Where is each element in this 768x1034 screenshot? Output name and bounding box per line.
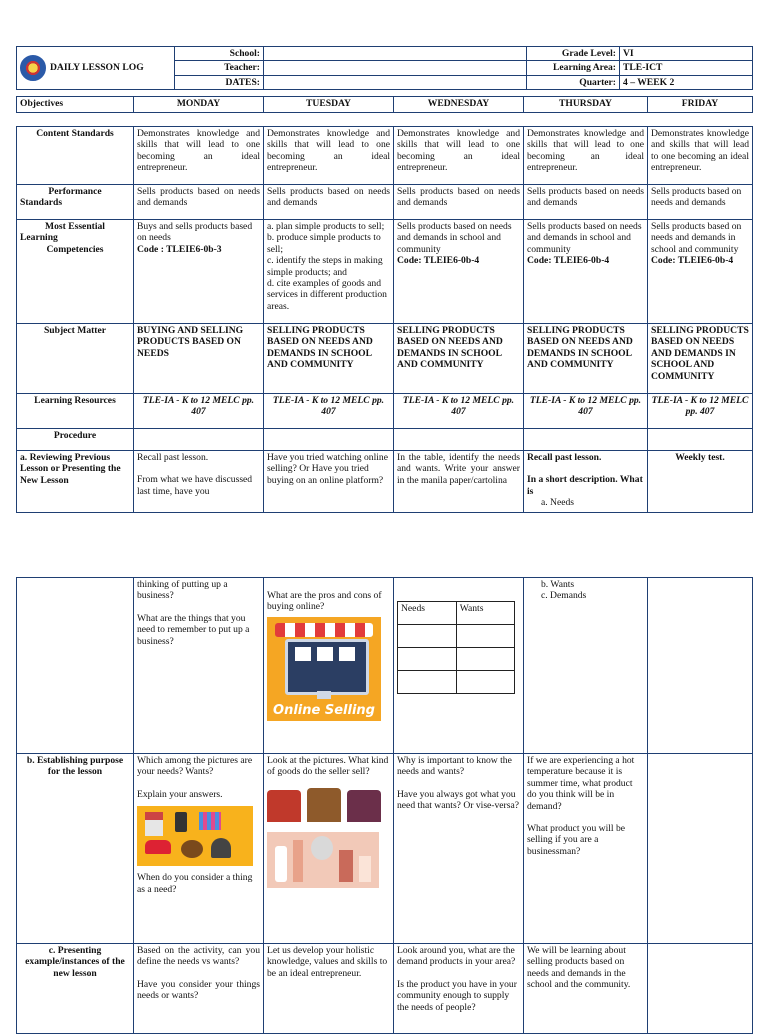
content-standards-tue: Demonstrates knowledge and skills that will lead to one becoming an ideal entrepreneur. xyxy=(264,127,394,185)
presenting-label: c. Presenting example/instances of the new lesson xyxy=(17,944,134,1034)
resources-mon: TLE-IA - K to 12 MELC pp. 407 xyxy=(134,394,264,429)
melc-tue: a. plan simple products to sell; b. produce simple products to sell; c. identify the steps in making simple products; and d. cite examples of goods and services in different production areas. xyxy=(264,220,394,324)
page-title: DAILY LESSON LOG xyxy=(50,62,144,74)
market-stalls-image xyxy=(267,786,383,826)
dates-value xyxy=(264,75,527,89)
resources-wed: TLE-IA - K to 12 MELC pp. 407 xyxy=(394,394,524,429)
lesson-table xyxy=(16,126,753,513)
online-selling-caption: Online Selling xyxy=(273,703,375,719)
subject-wed: SELLING PRODUCTS BASED ON NEEDS AND DEMANDS IN SCHOOL AND COMMUNITY xyxy=(394,324,524,394)
reviewing-mon: Recall past lesson. From what we have discussed last time, have you xyxy=(134,451,264,513)
performance-mon: Sells products based on needs and demands xyxy=(134,185,264,220)
presenting-mon: Based on the activity, can you define the needs vs wants? Have you consider your things needs or wants? xyxy=(134,944,264,1034)
melc-fri: Sells products based on needs and demands in school and community Code: TLEIE6-0b-4 xyxy=(648,220,753,324)
table-row xyxy=(17,324,753,394)
melc-label: Most Essential Learning Competencies xyxy=(17,220,134,324)
cont-mon: thinking of putting up a business? What are the things that you need to remember to put up a business? xyxy=(134,578,264,754)
area-value: TLE-ICT xyxy=(620,61,753,75)
presenting-tue: Let us develop your holistic knowledge, values and skills to be an ideal entrepreneur. xyxy=(264,944,394,1034)
performance-wed: Sells products based on needs and demands xyxy=(394,185,524,220)
header-table xyxy=(16,46,753,90)
table-row xyxy=(17,394,753,429)
cont-tue: What are the pros and cons of buying online? Online Selling xyxy=(264,578,394,754)
subject-matter-label: Subject Matter xyxy=(17,324,134,394)
reviewing-fri: Weekly test. xyxy=(648,451,753,513)
day-thursday: THURSDAY xyxy=(524,97,648,113)
area-label: Learning Area: xyxy=(527,61,620,75)
reviewing-tue: Have you tried watching online selling? Or Have you tried buying on an online platform? xyxy=(264,451,394,513)
content-standards-fri: Demonstrates knowledge and skills that will lead to one becoming an ideal entrepreneur. xyxy=(648,127,753,185)
content-standards-thu: Demonstrates knowledge and skills that will lead to one becoming an ideal entrepreneur. xyxy=(524,127,648,185)
day-monday: MONDAY xyxy=(134,97,264,113)
table-row xyxy=(17,185,753,220)
subject-thu: SELLING PRODUCTS BASED ON NEEDS AND DEMANDS IN SCHOOL AND COMMUNITY xyxy=(524,324,648,394)
performance-thu: Sells products based on needs and demands xyxy=(524,185,648,220)
days-table xyxy=(16,96,753,113)
resources-label: Learning Resources xyxy=(17,394,134,429)
resources-tue: TLE-IA - K to 12 MELC pp. 407 xyxy=(264,394,394,429)
needs-header: Needs xyxy=(398,602,457,625)
wants-header: Wants xyxy=(456,602,514,625)
deped-seal-icon xyxy=(20,55,46,81)
reviewing-thu: Recall past lesson. In a short description. What is a. Needs xyxy=(524,451,648,513)
day-friday: FRIDAY xyxy=(648,97,753,113)
table-row xyxy=(17,578,753,754)
performance-standards-label: Performance Standards xyxy=(17,185,134,220)
performance-tue: Sells products based on needs and demands xyxy=(264,185,394,220)
content-standards-mon: Demonstrates knowledge and skills that will lead to one becoming an ideal entrepreneur. xyxy=(134,127,264,185)
needs-wants-pictures xyxy=(137,806,253,866)
subject-fri: SELLING PRODUCTS BASED ON NEEDS AND DEMANDS IN SCHOOL AND COMMUNITY xyxy=(648,324,753,394)
resources-fri: TLE-IA - K to 12 MELC pp. 407 xyxy=(648,394,753,429)
lesson-table-page2 xyxy=(16,577,753,1034)
table-row xyxy=(17,754,753,944)
day-tuesday: TUESDAY xyxy=(264,97,394,113)
melc-thu: Sells products based on needs and demands in school and community Code: TLEIE6-0b-4 xyxy=(524,220,648,324)
grade-label: Grade Level: xyxy=(527,47,620,61)
days-row xyxy=(16,96,753,113)
establishing-mon: Which among the pictures are your needs? Wants? Explain your answers. When do you consider a thing as a need? xyxy=(134,754,264,944)
lesson-table-page1 xyxy=(16,126,753,513)
establishing-wed: Why is important to know the needs and wants? Have you always got what you need that wants? Or vise-versa? xyxy=(394,754,524,944)
cosmetics-image xyxy=(267,832,379,888)
subject-tue: SELLING PRODUCTS BASED ON NEEDS AND DEMANDS IN SCHOOL AND COMMUNITY xyxy=(264,324,394,394)
melc-wed: Sells products based on needs and demands in school and community Code: TLEIE6-0b-4 xyxy=(394,220,524,324)
content-standards-wed: Demonstrates knowledge and skills that will lead to one becoming an ideal entrepreneur. xyxy=(394,127,524,185)
grade-value: VI xyxy=(620,47,753,61)
presenting-wed: Look around you, what are the demand products in your area? Is the product you have in your community enough to supply the needs of people? xyxy=(394,944,524,1034)
establishing-label: b. Establishing purpose for the lesson xyxy=(17,754,134,944)
cont-thu: b. Wants c. Demands xyxy=(524,578,648,754)
table-row xyxy=(17,451,753,513)
table-row xyxy=(17,944,753,1034)
content-standards-label: Content Standards xyxy=(17,127,134,185)
reviewing-label: a. Reviewing Previous Lesson or Presenting the New Lesson xyxy=(17,451,134,513)
reviewing-wed: In the table, identify the needs and wants. Write your answer in the manila paper/cartolina xyxy=(394,451,524,513)
procedure-label: Procedure xyxy=(17,429,134,451)
performance-fri: Sells products based on needs and demands xyxy=(648,185,753,220)
establishing-tue: Look at the pictures. What kind of goods do the seller sell? xyxy=(264,754,394,944)
resources-thu: TLE-IA - K to 12 MELC pp. 407 xyxy=(524,394,648,429)
needs-wants-table xyxy=(397,601,515,694)
school-value xyxy=(264,47,527,61)
quarter-label: Quarter: xyxy=(527,75,620,89)
dates-label: DATES: xyxy=(175,75,264,89)
lesson-table-continued xyxy=(16,577,753,1034)
header-block xyxy=(16,46,753,90)
table-row xyxy=(17,220,753,324)
teacher-label: Teacher: xyxy=(175,61,264,75)
title-cell xyxy=(17,47,175,90)
subject-mon: BUYING AND SELLING PRODUCTS BASED ON NEEDS xyxy=(134,324,264,394)
day-wednesday: WEDNESDAY xyxy=(394,97,524,113)
table-row xyxy=(17,127,753,185)
table-row xyxy=(17,429,753,451)
objectives-heading: Objectives xyxy=(17,97,134,113)
presenting-thu: We will be learning about selling products based on needs and demands in the school and the community. xyxy=(524,944,648,1034)
teacher-value xyxy=(264,61,527,75)
quarter-value: 4 – WEEK 2 xyxy=(620,75,753,89)
cont-wed xyxy=(394,578,524,754)
online-selling-image xyxy=(267,617,381,721)
melc-mon: Buys and sells products based on needs Code : TLEIE6-0b-3 xyxy=(134,220,264,324)
establishing-thu: If we are experiencing a hot temperature because it is summer time, what product do you think will be in demand? What product you will be selling if you are a businessman? xyxy=(524,754,648,944)
school-label: School: xyxy=(175,47,264,61)
